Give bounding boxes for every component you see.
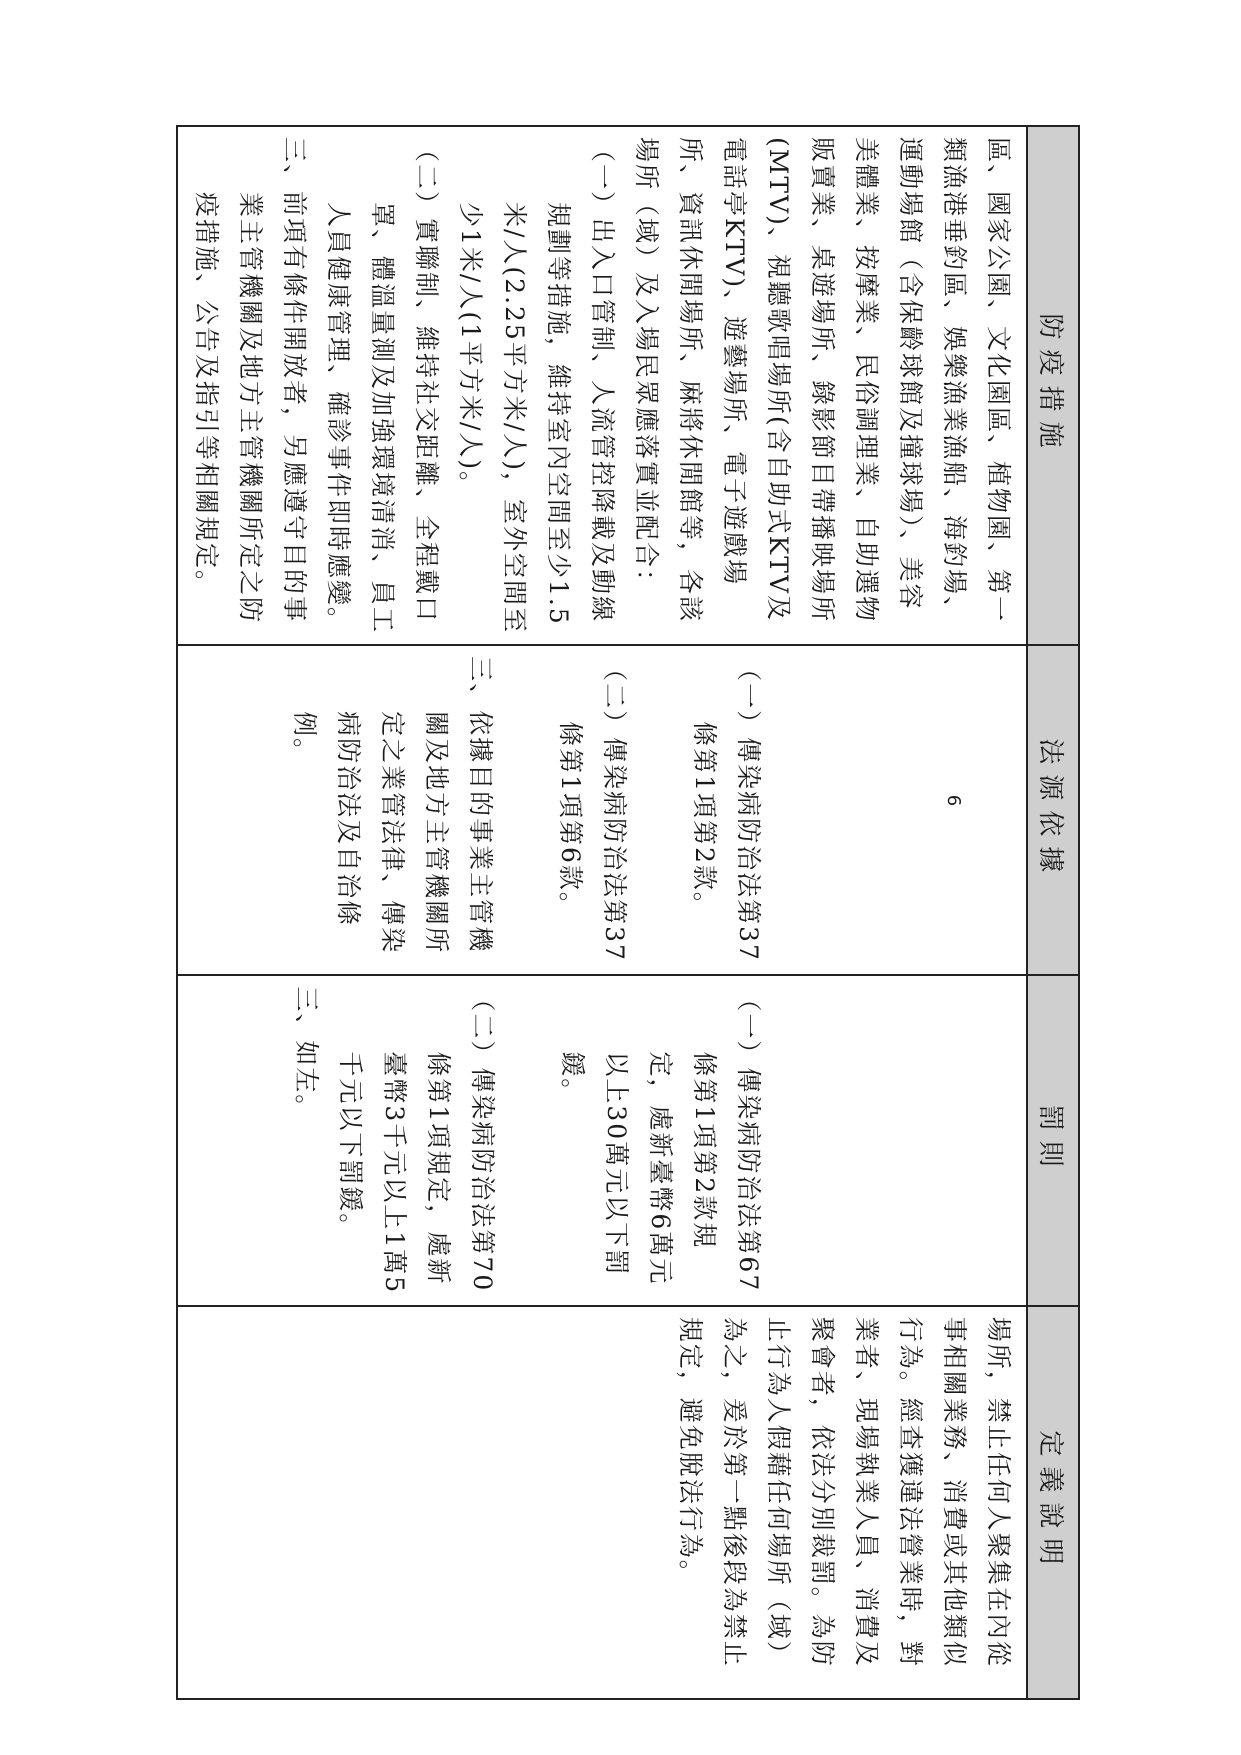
header-definition: 定義說明 (1027, 1306, 1079, 1699)
penalty-item-1: （一）傳染病防治法第67條第1項第2款規定，處新臺幣6萬元以上30萬元以下罰鍰。 (558, 986, 763, 1293)
legal-item-1: （一）傳染病防治法第37條第1項第2款。 (690, 656, 763, 962)
legal-basis-cell (177, 645, 1027, 975)
regulation-table (176, 125, 1080, 1700)
measures-cell (177, 126, 1027, 645)
definition-cell (177, 1306, 1027, 1699)
header-row (1027, 126, 1079, 1699)
header-legal-basis: 法源依據 (1027, 645, 1079, 975)
penalty-item-3: 三、如左。 (292, 986, 321, 1122)
measure-item-2: （二）實聯制、維持社交距離、全程戴口罩、體溫量測及加強環境清消、員工人員健康管理、確診事件即時應變。 (324, 137, 441, 635)
measure-item-3: 三、前項有條件開放者，另應遵守目的事業主管機關及地方主管機關所定之防疫措施、公告及指引等相關規定。 (192, 137, 309, 625)
penalty-cell (177, 975, 1027, 1305)
definition-text: 場所，禁止任何人聚集在內從事相關業務、消費或其他類似行為。經查獲違法營業時，對業者、現場執業人員、消費及聚會者，依法分別裁罰。為防止行為人假藉任何場所（域）為之，爰於第一點後段為禁止規定，避免脫法行為。 (676, 1316, 1013, 1668)
measure-item-1: （一）出入口管制、人流管控降載及動線規劃等措施，維持室內空間至少1.5米/人(2.25平方米/人)，室外空間至少1米/人(1平方米/人)。 (456, 137, 617, 635)
penalty-item-2: （二）傳染病防治法第70條第1項規定，處新臺幣3千元以上1萬5千元以下罰鍰。 (336, 986, 497, 1295)
content-row (177, 126, 1027, 1699)
page-number: 6 (943, 794, 965, 807)
rotated-page (192, 125, 1080, 1700)
measures-continuation: 區、國家公園、文化園區、植物園、第一類漁港垂釣區、娛樂漁業漁船、海釣場、運動場館（含保齡球館及撞球場）、美容美體業、按摩業、民俗調理業、自助選物販賣業、桌遊場所、錄影節目帶播映場所(MTV)、視聽歌唱場所(含自助式KTV及電話亭KTV)、遊藝場所、電子遊戲場所、資訊休閒場所、麻將休閒館等，各該場所（域）及入場民眾應落實並配合： (632, 137, 1013, 624)
header-measures: 防疫措施 (1027, 126, 1079, 645)
legal-item-3: 三、依據目的事業主管機關及地方主管機關所定之業管法律、傳染病防治法及自治條例。 (290, 656, 495, 955)
legal-item-2: （二）傳染病防治法第37條第1項第6款。 (556, 656, 629, 962)
header-penalty: 罰則 (1027, 975, 1079, 1305)
